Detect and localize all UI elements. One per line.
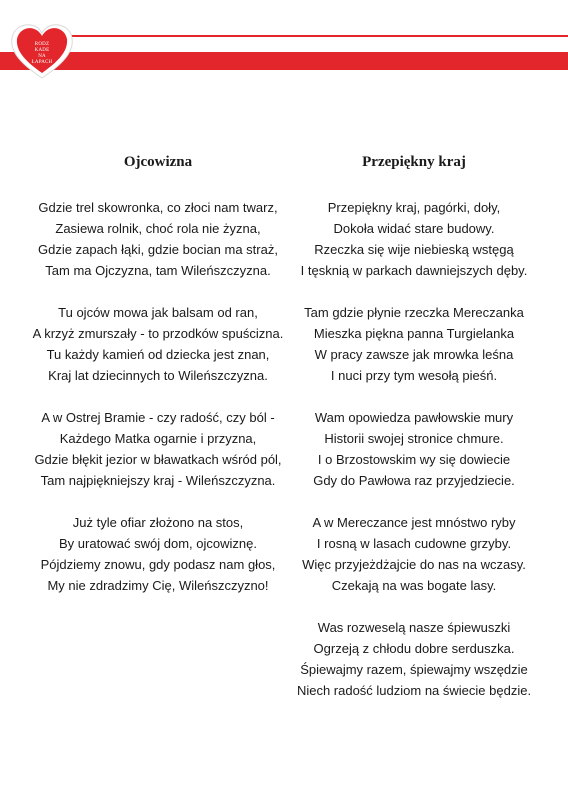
verse-line: Już tyle ofiar złożono na stos, (72, 515, 244, 530)
verse-line: I tęsknią w parkach dawniejszych dęby. (300, 263, 528, 278)
verse-line: Tam najpiękniejszy kraj - Wileńszczyzna. (40, 473, 276, 488)
verse-line: I rosną w lasach cudowne grzyby. (316, 536, 512, 551)
stanza (274, 197, 554, 281)
verse-line: Czekają na was bogate lasy. (331, 578, 497, 593)
verse-line: Tam gdzie płynie rzeczka Mereczanka (304, 305, 524, 320)
verse-line: I nuci przy tym wesołą pieśń. (330, 368, 498, 383)
verse-line: A w Mereczance jest mnóstwo ryby (312, 515, 516, 530)
poem-ojcowizna (23, 153, 293, 617)
logo-line: NA (38, 54, 46, 59)
stanza (274, 617, 554, 701)
verse-line: Gdzie zapach łąki, gdzie bocian ma straż, (38, 242, 278, 257)
verse-line: Historii swojej stronice chmure. (324, 431, 504, 446)
verse-line: A w Ostrej Bramie - czy radość, czy ból - (41, 410, 275, 425)
header-rule (60, 35, 568, 37)
verse-line: Was rozweselą nasze śpiewuszki (317, 620, 511, 635)
logo-line: KADE (34, 48, 50, 53)
verse-line: Mieszka piękna panna Turgielanka (313, 326, 515, 341)
verse-line: My nie zdradzimy Cię, Wileńszczyzno! (47, 578, 269, 593)
verse-line: A krzyż zmurszały - to przodków spuścizna. (32, 326, 284, 341)
stanza (23, 407, 293, 491)
poem-title: Ojcowizna (123, 154, 193, 170)
stanza (23, 302, 293, 386)
verse-line: Gdzie błękit jezior w bławatkach wśród pól, (34, 452, 282, 467)
verse-line: Śpiewajmy razem, śpiewajmy wszędzie (300, 662, 528, 677)
verse-line: Niech radość ludziom na świecie będzie. (296, 683, 532, 698)
verse-line: W pracy zawsze jak mrowka leśna (314, 347, 514, 362)
logo-text (22, 42, 62, 66)
verse-line: Rzeczka się wije niebieską wstęgą (314, 242, 514, 257)
verse-line: Tam ma Ojczyzna, tam Wileńszczyzna. (45, 263, 271, 278)
logo-line: RODZ (34, 42, 50, 47)
verse-line: Tu ojców mowa jak balsam od ran, (58, 305, 258, 320)
verse-line: I o Brzostowskim wy się dowiecie (317, 452, 511, 467)
verse-line: Tu każdy kamień od dziecka jest znan, (46, 347, 270, 362)
verse-line: Pójdziemy znowu, gdy podasz nam głos, (40, 557, 276, 572)
verse-line: Gdy do Pawłowa raz przyjedziecie. (313, 473, 515, 488)
verse-line: Wam opowiedza pawłowskie mury (314, 410, 514, 425)
poem-przepiekny-kraj (274, 153, 554, 722)
verse-line: Kraj lat dziecinnych to Wileńszczyzna. (48, 368, 268, 383)
verse-line: Więc przyjeżdżajcie do nas na wczasy. (302, 557, 526, 572)
verse-line: Przepiękny kraj, pagórki, doły, (327, 200, 501, 215)
stanza (23, 197, 293, 281)
poem-title: Przepiękny kraj (362, 154, 466, 170)
verse-line: Zasiewa rolnik, choć rola nie żyzna, (55, 221, 261, 236)
stanza (274, 512, 554, 596)
verse-line: Dokoła widać stare budowy. (333, 221, 495, 236)
stanza (274, 302, 554, 386)
logo-line: ŁAPACH (31, 60, 53, 65)
stanza (274, 407, 554, 491)
header-band (0, 52, 568, 70)
verse-line: Gdzie trel skowronka, co złoci nam twarz, (38, 200, 278, 215)
stanza (23, 512, 293, 596)
verse-line: By uratować swój dom, ojcowiznę. (59, 536, 257, 551)
verse-line: Ogrzeją z chłodu dobre serduszka. (313, 641, 515, 656)
heart-logo (8, 20, 76, 82)
verse-line: Każdego Matka ogarnie i przyzna, (59, 431, 257, 446)
